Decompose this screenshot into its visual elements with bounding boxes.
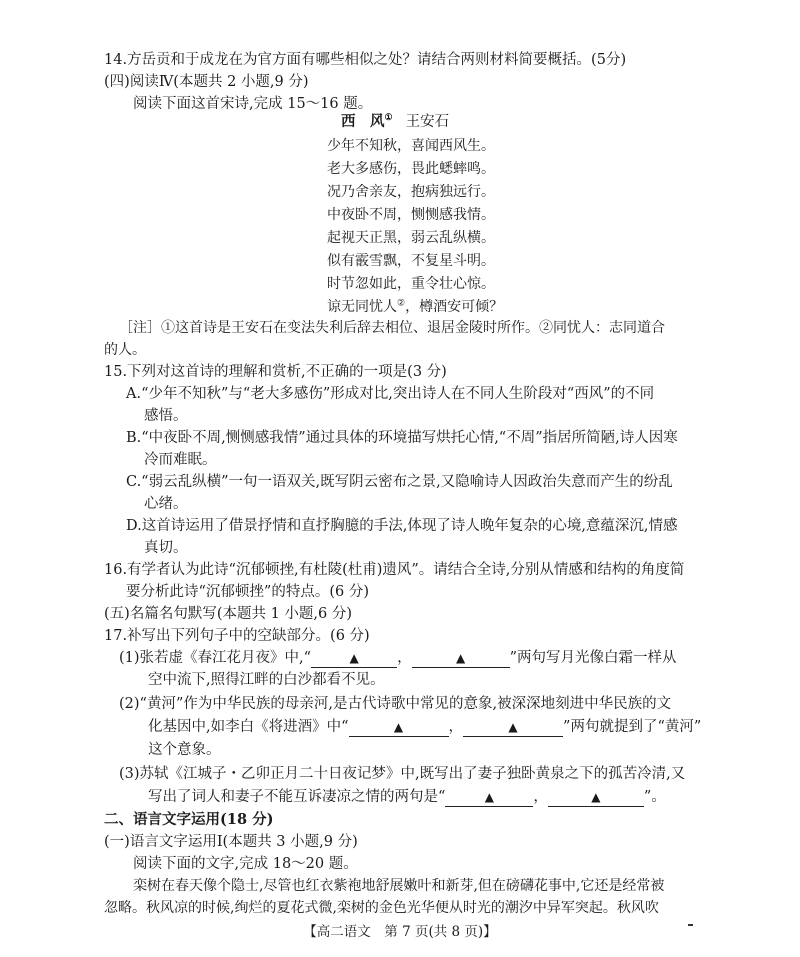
item-2-prefix: 化基因中,如李白《将进酒》中“ bbox=[148, 719, 349, 735]
blank-separator: ， bbox=[448, 719, 464, 735]
option-c-line-1: C.“弱云乱纵横”一句一语双关,既写阴云密布之景,又隐喻诗人因政治失意而产生的纷乱 bbox=[126, 474, 673, 490]
answer-blank[interactable] bbox=[349, 718, 449, 737]
part-2-subheading: (一)语言文字运用Ⅰ(本题共 3 小题,9 分) bbox=[104, 834, 358, 850]
section-5-heading: (五)名篇名句默写(本题共 1 小题,6 分) bbox=[104, 606, 353, 622]
poem-line-last bbox=[327, 297, 503, 317]
question-17-item-1-line-2: 空中流下,照得江畔的白沙都看不见。 bbox=[148, 672, 385, 688]
item-1-suffix: ”两句写月光像白霜一样从 bbox=[509, 650, 677, 666]
question-16-line-2: 要分析此诗“沉郁顿挫”的特点。(6 分) bbox=[126, 584, 369, 600]
option-a-line-2: 感悟。 bbox=[144, 408, 188, 424]
section-4-heading: (四)阅读Ⅳ(本题共 2 小题,9 分) bbox=[104, 74, 309, 90]
answer-blank[interactable] bbox=[548, 788, 644, 807]
poem-line: 老大多感伤，畏此蟋蟀鸣。 bbox=[327, 161, 495, 177]
blank-marker: ▲ bbox=[484, 790, 495, 804]
option-b-line-2: 冷而难眠。 bbox=[144, 452, 217, 468]
poem-line: 况乃舍亲友，抱病独远行。 bbox=[327, 184, 495, 200]
item-3-prefix: 写出了词人和妻子不能互诉凄凉之情的两句是“ bbox=[148, 789, 446, 805]
page-corner-mark bbox=[688, 924, 693, 926]
blank-separator: ， bbox=[533, 789, 548, 805]
passage-line-2: 忽略。秋风凉的时候,绚烂的夏花式微,栾树的金色光华便从时光的潮汐中异军突起。秋风吹 bbox=[104, 900, 659, 916]
option-d-line-1: D.这首诗运用了借景抒情和直抒胸臆的手法,体现了诗人晚年复杂的心境,意蕴深沉,情感 bbox=[126, 518, 678, 534]
question-17-item-2-line-2 bbox=[148, 717, 701, 737]
item-2-suffix: ”两句就提到了“黄河” bbox=[563, 719, 702, 735]
item-1-prefix: (1)张若虚《春江花月夜》中,“ bbox=[119, 650, 312, 666]
answer-blank[interactable] bbox=[311, 649, 397, 668]
question-17-item-2-line-1: (2)“黄河”作为中华民族的母亲河,是古代诗歌中常见的意象,被深深地刻进中华民族的文 bbox=[119, 696, 672, 712]
blank-marker: ▲ bbox=[349, 651, 359, 665]
question-17-item-1 bbox=[119, 648, 676, 668]
poem-note-line-2: 的人。 bbox=[104, 342, 146, 358]
item-3-suffix: ”。 bbox=[643, 789, 666, 805]
answer-blank[interactable] bbox=[445, 788, 533, 807]
answer-blank[interactable] bbox=[463, 718, 563, 737]
poem-author: 王安石 bbox=[405, 114, 450, 130]
poem-line: 起视天正黑，弱云乱纵横。 bbox=[327, 230, 495, 246]
poem-note-mark-2: ② bbox=[397, 298, 406, 309]
blank-marker: ▲ bbox=[591, 790, 601, 804]
poem-line: 少年不知秋，喜闻西风生。 bbox=[327, 138, 495, 154]
poem-line: 时节忽如此，重令壮心惊。 bbox=[327, 276, 495, 292]
poem-title-block bbox=[341, 112, 449, 132]
blank-marker: ▲ bbox=[508, 720, 518, 734]
part-2-heading: 二、语言文字运用(18 分) bbox=[104, 811, 274, 828]
question-17-item-3-line-1: (3)苏轼《江城子・乙卯正月二十日夜记梦》中,既写出了妻子独卧黄泉之下的孤苦冷清,又 bbox=[119, 766, 686, 782]
poem-line: 似有霰雪飘，不复星斗明。 bbox=[327, 253, 495, 269]
option-c-line-2: 心绪。 bbox=[144, 496, 188, 512]
question-17-item-2-line-3: 这个意象。 bbox=[148, 742, 221, 758]
page-footer: 【高二语文 第 7 页(共 8 页)】 bbox=[303, 924, 497, 940]
blank-separator: ， bbox=[397, 650, 412, 666]
question-17-stem: 17.补写出下列句子中的空缺部分。(6 分) bbox=[104, 628, 370, 644]
poem-last-line-b: ，樽酒安可倾？ bbox=[405, 299, 504, 315]
part-2-instruction: 阅读下面的文字,完成 18～20 题。 bbox=[133, 856, 358, 872]
question-14: 14.方岳贡和于成龙在为官方面有哪些相似之处？请结合两则材料简要概括。(5分) bbox=[104, 52, 627, 68]
poem-last-line-a: 谅无同忧人 bbox=[327, 299, 397, 315]
blank-marker: ▲ bbox=[393, 720, 404, 734]
option-b-line-1: B.“中夜卧不周,恻恻感我情”通过具体的环境描写烘托心情,“不周”指居所简陋,诗人因寒 bbox=[126, 430, 678, 446]
passage-line-1: 栾树在春天像个隐士,尽管也红衣紫袍地舒展嫩叶和新芽,但在磅礴花事中,它还是经常被 bbox=[133, 878, 665, 894]
answer-blank[interactable] bbox=[412, 649, 510, 668]
blank-marker: ▲ bbox=[455, 651, 466, 665]
question-16-line-1: 16.有学者认为此诗“沉郁顿挫,有杜陵(杜甫)遗风”。请结合全诗,分别从情感和结构的角度简 bbox=[104, 562, 685, 578]
poem-note-line-1: ［注］①这首诗是王安石在变法失利后辞去相位、退居金陵时所作。②同忧人：志同道合 bbox=[119, 320, 665, 336]
poem-title: 西 风 bbox=[341, 113, 385, 130]
question-17-item-3-line-2 bbox=[148, 787, 666, 807]
section-4-instruction: 阅读下面这首宋诗,完成 15～16 题。 bbox=[133, 96, 373, 112]
poem-line: 中夜卧不周，恻恻感我情。 bbox=[327, 207, 495, 223]
question-15-stem: 15.下列对这首诗的理解和赏析,不正确的一项是(3 分) bbox=[104, 364, 447, 380]
poem-title-note-mark: ① bbox=[384, 113, 393, 124]
option-a-line-1: A.“少年不知秋”与“老大多感伤”形成对比,突出诗人在不同人生阶段对“西风”的不同 bbox=[126, 386, 655, 402]
option-d-line-2: 真切。 bbox=[144, 540, 188, 556]
